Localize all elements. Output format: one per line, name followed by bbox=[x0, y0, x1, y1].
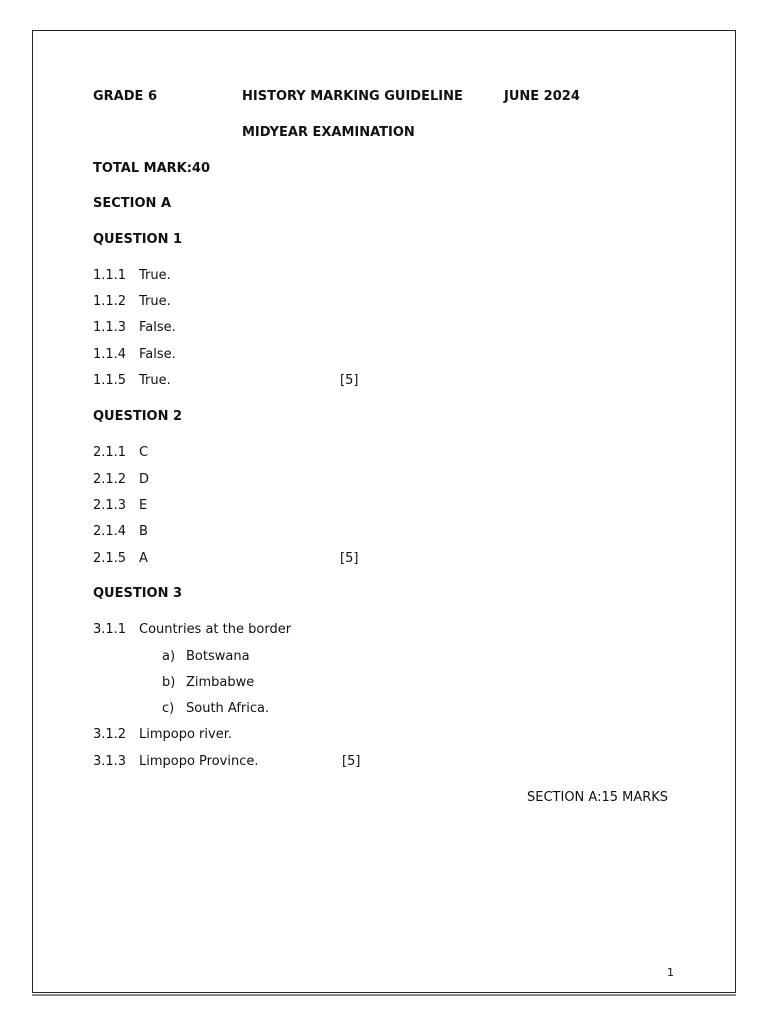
exam-name: MIDYEAR EXAMINATION bbox=[242, 125, 415, 140]
answer: D bbox=[139, 472, 150, 487]
answer: B bbox=[139, 524, 148, 539]
answer: Countries at the border bbox=[139, 622, 292, 637]
section-total: SECTION A:15 MARKS bbox=[527, 790, 669, 805]
sub-item-text: Botswana bbox=[186, 649, 250, 664]
question-number: 1.1.1 bbox=[93, 268, 127, 283]
question-number: 2.1.1 bbox=[93, 445, 127, 460]
answer: False. bbox=[139, 347, 176, 362]
question-number: 2.1.5 bbox=[93, 551, 127, 566]
question-number: 3.1.1 bbox=[93, 622, 127, 637]
answer: Limpopo Province. bbox=[139, 754, 259, 769]
question-2-heading: QUESTION 2 bbox=[93, 409, 183, 424]
grade-label: GRADE 6 bbox=[93, 89, 157, 104]
question-3-heading: QUESTION 3 bbox=[93, 586, 183, 601]
question-number: 3.1.3 bbox=[93, 754, 127, 769]
exam-date: JUNE 2024 bbox=[504, 89, 580, 104]
answer: C bbox=[139, 445, 149, 460]
answer: False. bbox=[139, 320, 176, 335]
answer: E bbox=[139, 498, 148, 513]
answer: True. bbox=[139, 268, 171, 283]
question-number: 2.1.3 bbox=[93, 498, 127, 513]
question-2-marks: [5] bbox=[340, 551, 359, 566]
question-number: 2.1.2 bbox=[93, 472, 127, 487]
question-number: 3.1.2 bbox=[93, 727, 127, 742]
sub-item-letter: b) bbox=[162, 675, 176, 690]
question-1-marks: [5] bbox=[340, 373, 359, 388]
question-number: 1.1.2 bbox=[93, 294, 127, 309]
answer: True. bbox=[139, 373, 171, 388]
section-heading: SECTION A bbox=[93, 196, 172, 211]
question-number: 1.1.5 bbox=[93, 373, 127, 388]
total-mark: TOTAL MARK:40 bbox=[93, 161, 211, 176]
question-3-marks: [5] bbox=[342, 754, 361, 769]
sub-item-text: Zimbabwe bbox=[186, 675, 255, 690]
page-number: 1 bbox=[667, 966, 674, 979]
question-1-heading: QUESTION 1 bbox=[93, 232, 183, 247]
answer: A bbox=[139, 551, 148, 566]
page-bottom-rule bbox=[32, 994, 736, 996]
answer: True. bbox=[139, 294, 171, 309]
sub-item-text: South Africa. bbox=[186, 701, 270, 716]
question-number: 2.1.4 bbox=[93, 524, 127, 539]
sub-item-letter: c) bbox=[162, 701, 175, 716]
answer: Limpopo river. bbox=[139, 727, 232, 742]
question-number: 1.1.4 bbox=[93, 347, 127, 362]
sub-item-letter: a) bbox=[162, 649, 176, 664]
question-number: 1.1.3 bbox=[93, 320, 127, 335]
document-title: HISTORY MARKING GUIDELINE bbox=[242, 89, 463, 104]
